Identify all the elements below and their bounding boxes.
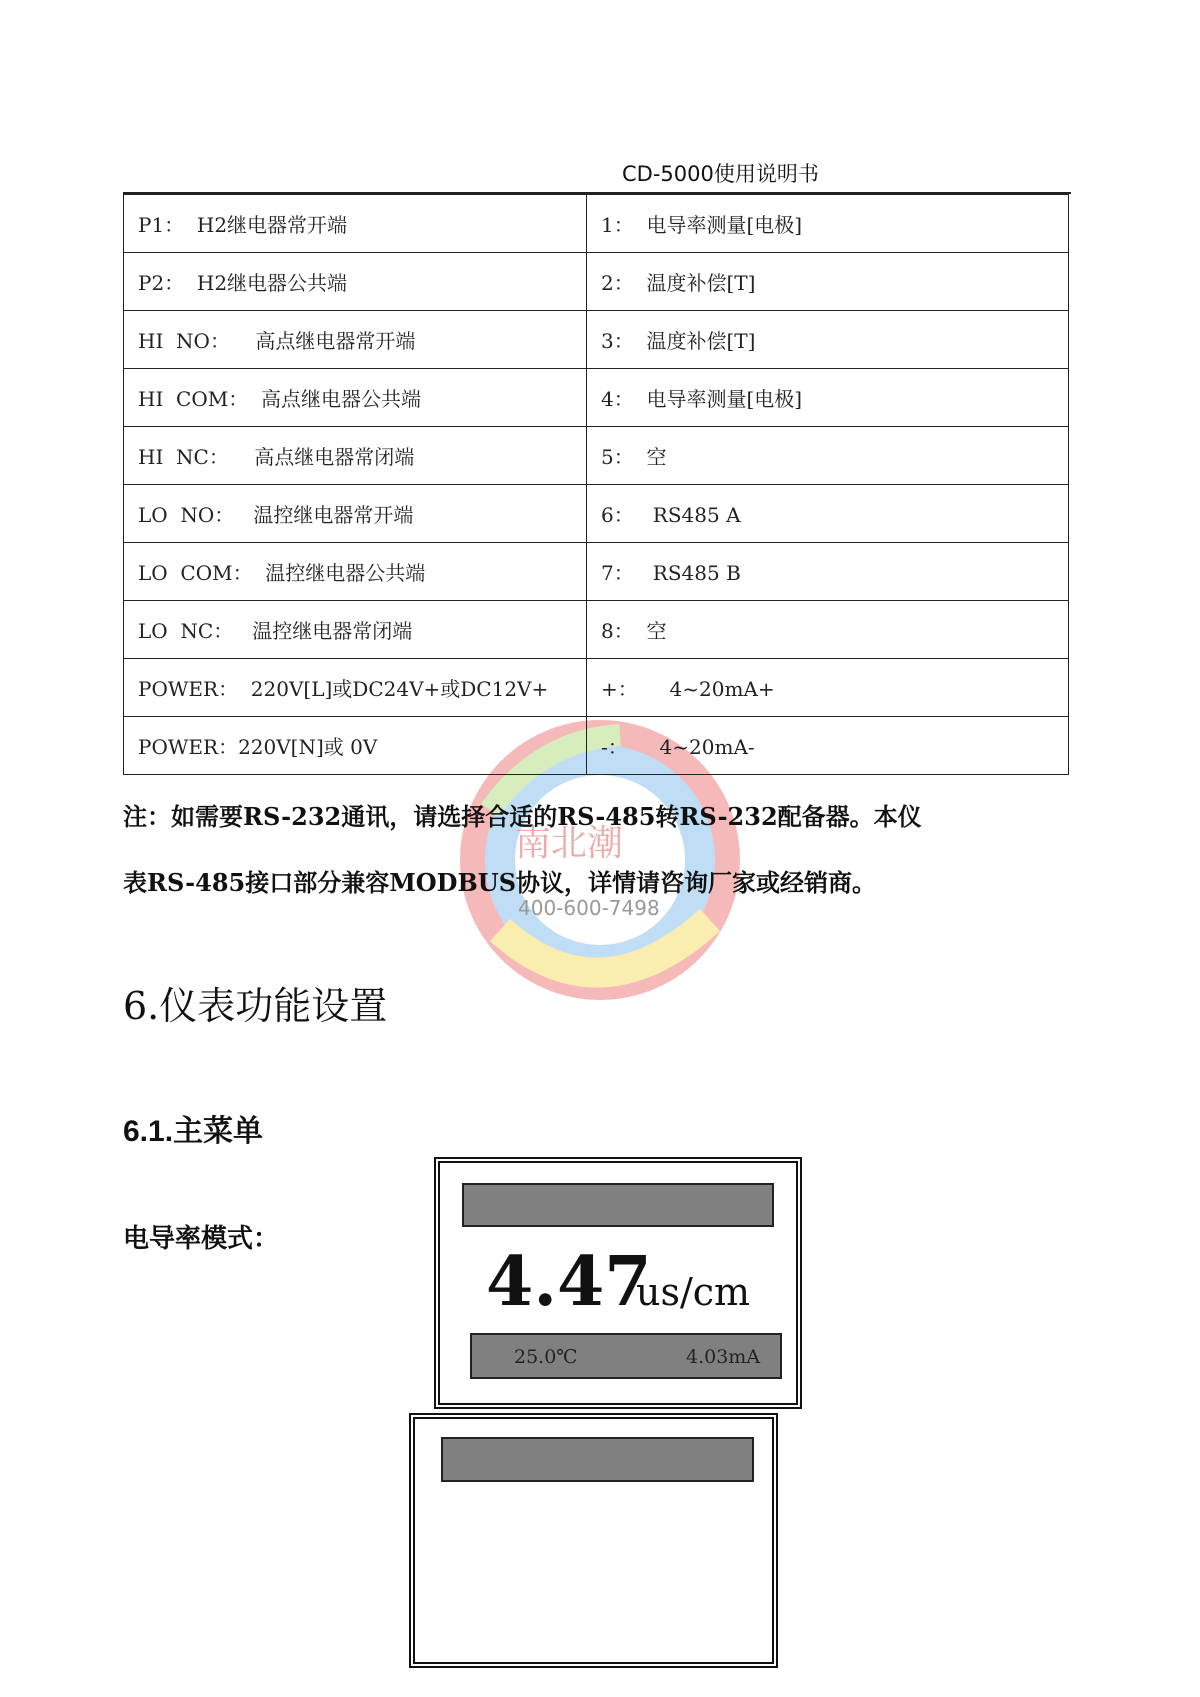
terminal-right-cell: 1： 电导率测量[电极] [587, 195, 1069, 253]
table-row [124, 253, 1069, 311]
section-heading-6-1: 6.1.主菜单 [123, 1115, 264, 1148]
terminal-right-cell: 5： 空 [587, 427, 1069, 485]
table-row [124, 601, 1069, 659]
terminal-left-cell: P2： H2继电器公共端 [124, 253, 587, 311]
terminal-table [123, 194, 1069, 775]
mode-label: 电导率模式： [123, 1223, 280, 1253]
terminal-right-cell: -： 4~20mA- [587, 717, 1069, 775]
terminal-right-cell: 8： 空 [587, 601, 1069, 659]
watermark-brand: 南北潮 [515, 823, 624, 864]
terminal-left-cell: LO COM： 温控继电器公共端 [124, 543, 587, 601]
lcd-unit: us/cm [636, 1270, 751, 1314]
table-row [124, 427, 1069, 485]
table-row [124, 369, 1069, 427]
lcd-temperature: 25.0℃ [514, 1346, 578, 1368]
terminal-left-cell: POWER： 220V[L]或DC24V+或DC12V+ [124, 659, 587, 717]
terminal-right-cell: 2： 温度补偿[T] [587, 253, 1069, 311]
terminal-right-cell: 4： 电导率测量[电极] [587, 369, 1069, 427]
terminal-left-cell: HI NC： 高点继电器常闭端 [124, 427, 587, 485]
note-line-2: 表RS-485接口部分兼容MODBUS协议，详情请咨询厂家或经销商。 [123, 868, 877, 897]
table-row [124, 717, 1069, 775]
terminal-left-cell: HI NO： 高点继电器常开端 [124, 311, 587, 369]
lcd-menu-top-bar [441, 1437, 754, 1482]
terminal-left-cell: P1： H2继电器常开端 [124, 195, 587, 253]
lcd-current: 4.03mA [686, 1346, 761, 1368]
section-heading-6: 6.仪表功能设置 [123, 984, 388, 1028]
terminal-left-cell: HI COM： 高点继电器公共端 [124, 369, 587, 427]
table-row [124, 659, 1069, 717]
terminal-right-cell: 3： 温度补偿[T] [587, 311, 1069, 369]
terminal-right-cell: 7： RS485 B [587, 543, 1069, 601]
table-row [124, 195, 1069, 253]
table-row [124, 485, 1069, 543]
terminal-left-cell: LO NO： 温控继电器常开端 [124, 485, 587, 543]
table-row [124, 311, 1069, 369]
table-row [124, 543, 1069, 601]
lcd-value: 4.47 [486, 1242, 652, 1322]
lcd-bottom-bar [470, 1333, 782, 1379]
terminal-right-cell: 6： RS485 A [587, 485, 1069, 543]
lcd-top-bar [462, 1183, 774, 1227]
watermark-phone: 400-600-7498 [518, 896, 660, 920]
note-line-1: 注：如需要RS-232通讯，请选择合适的RS-485转RS-232配备器。本仪 [123, 802, 922, 831]
terminal-left-cell: LO NC： 温控继电器常闭端 [124, 601, 587, 659]
terminal-right-cell: +： 4~20mA+ [587, 659, 1069, 717]
terminal-left-cell: POWER：220V[N]或 0V [124, 717, 587, 775]
document-header-title: CD-5000使用说明书 [622, 162, 819, 186]
